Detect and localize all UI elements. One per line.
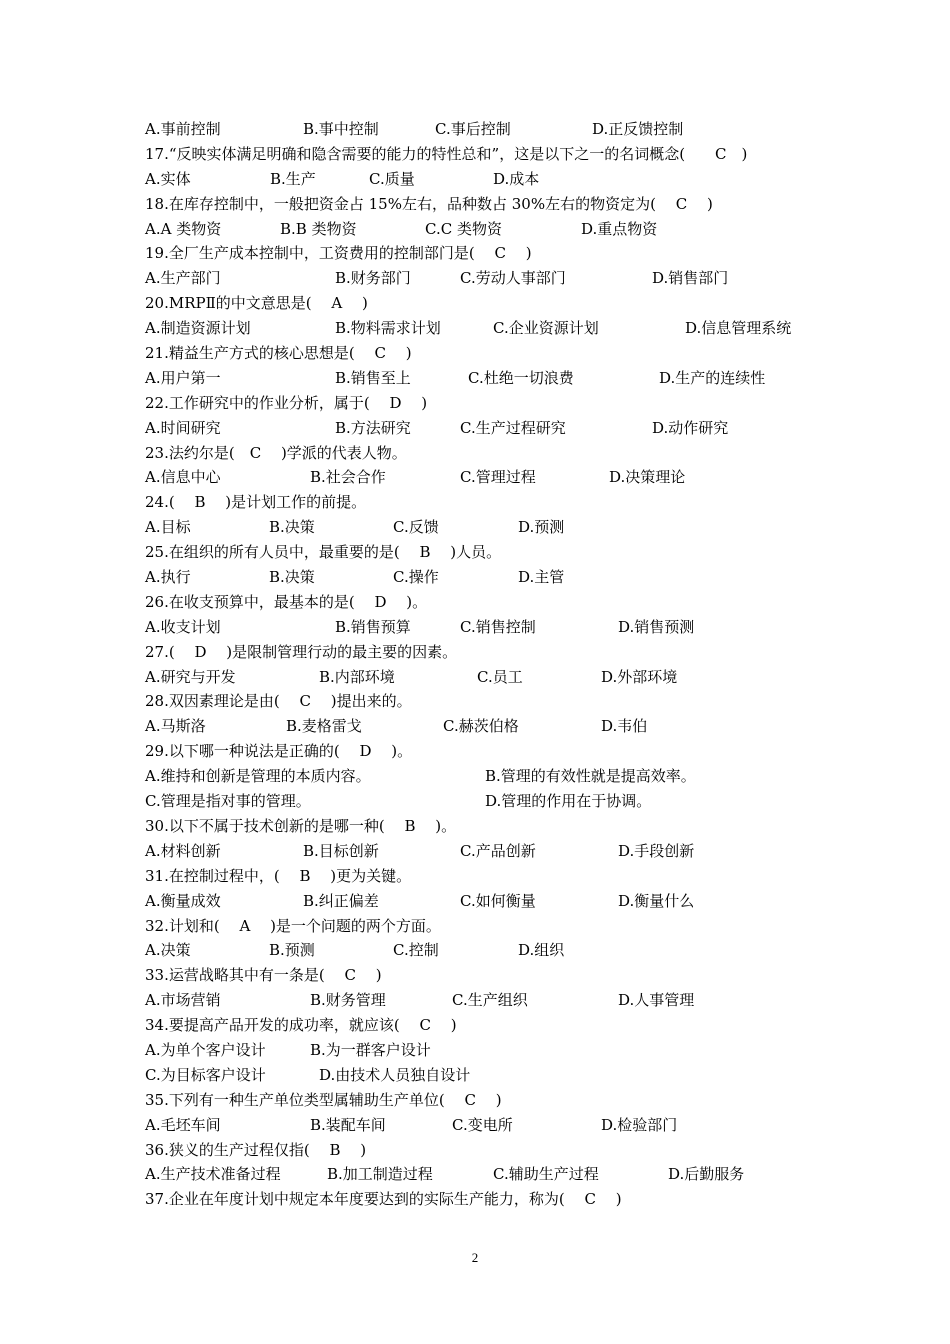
question-text: 19.全厂生产成本控制中，工资费用的控制部门是( C )	[145, 244, 532, 263]
question-text: 36.狭义的生产过程仅指( B )	[145, 1140, 367, 1159]
question-line	[145, 441, 825, 466]
options-line	[145, 565, 825, 590]
question-line	[145, 864, 825, 889]
answer-option: B.纠正偏差	[303, 891, 379, 910]
answer-option: A.为单个客户设计	[145, 1040, 266, 1059]
page-number: 2	[471, 1250, 479, 1265]
question-text: 33.运营战略其中有一条是( C )	[145, 966, 382, 985]
answer-option: A.A 类物资	[145, 219, 222, 238]
answer-option: C.辅助生产过程	[493, 1165, 599, 1184]
question-line	[145, 192, 825, 217]
options-line	[145, 938, 825, 963]
question-text: 23.法约尔是( C )学派的代表人物。	[145, 443, 407, 462]
question-text: 31.在控制过程中，( B )更为关键。	[145, 866, 412, 885]
answer-option: B.加工制造过程	[327, 1165, 433, 1184]
answer-option: C.质量	[369, 169, 415, 188]
options-line	[145, 1038, 825, 1063]
question-line	[145, 914, 825, 939]
question-line	[145, 590, 825, 615]
answer-option: D.管理的作用在于协调。	[485, 792, 652, 811]
question-text: 27.( D )是限制管理行动的最主要的因素。	[145, 642, 458, 661]
answer-option: C.生产组织	[452, 991, 528, 1010]
answer-option: A.生产技术准备过程	[145, 1165, 281, 1184]
answer-option: C.为目标客户设计	[145, 1065, 266, 1084]
answer-option: A.市场营销	[145, 991, 221, 1010]
answer-option: C.劳动人事部门	[460, 269, 566, 288]
options-line	[145, 416, 825, 441]
question-text: 37.企业在年度计划中规定本年度要达到的实际生产能力，称为( C )	[145, 1190, 622, 1209]
question-line	[145, 1187, 825, 1212]
question-line	[145, 1013, 825, 1038]
options-line	[145, 839, 825, 864]
answer-option: A.衡量成效	[145, 891, 221, 910]
question-text: 18.在库存控制中，一般把资金占 15%左右，品种数占 30%左右的物资定为( C )	[145, 194, 713, 213]
answer-option: A.收支计划	[145, 617, 221, 636]
question-line	[145, 490, 825, 515]
question-line	[145, 391, 825, 416]
answer-option: D.销售部门	[652, 269, 729, 288]
question-text: 21.精益生产方式的核心思想是( C )	[145, 344, 412, 363]
question-text: 32.计划和( A )是一个问题的两个方面。	[145, 916, 441, 935]
answer-option: A.用户第一	[145, 368, 221, 387]
answer-option: C.如何衡量	[460, 891, 536, 910]
question-text: 17.“反映实体满足明确和隐含需要的能力的特性总和”，这是以下之一的名词概念( C )	[145, 144, 748, 163]
options-line	[145, 316, 825, 341]
answer-option: B.物料需求计划	[335, 319, 441, 338]
options-line	[145, 1113, 825, 1138]
options-line	[145, 217, 825, 242]
answer-option: A.时间研究	[145, 418, 221, 437]
question-line	[145, 1138, 825, 1163]
question-line	[145, 963, 825, 988]
question-line	[145, 341, 825, 366]
options-line	[145, 465, 825, 490]
answer-option: B.方法研究	[335, 418, 411, 437]
answer-option: A.材料创新	[145, 841, 221, 860]
options-line	[145, 167, 825, 192]
answer-option: B.财务部门	[335, 269, 411, 288]
question-list	[145, 117, 825, 1212]
options-line	[145, 789, 825, 814]
answer-option: D.重点物资	[581, 219, 658, 238]
options-line	[145, 714, 825, 739]
question-text: 28.双因素理论是由( C )提出来的。	[145, 692, 412, 711]
answer-option: A.目标	[145, 518, 191, 537]
answer-option: C.事后控制	[435, 120, 511, 138]
answer-option: D.人事管理	[618, 991, 695, 1010]
answer-option: C.管理是指对事的管理。	[145, 792, 311, 811]
answer-option: A.生产部门	[145, 269, 221, 288]
answer-option: D.由技术人员独自设计	[319, 1065, 471, 1084]
answer-option: C.控制	[393, 941, 439, 960]
answer-option: B.社会合作	[310, 468, 386, 487]
options-line	[145, 889, 825, 914]
answer-option: A.维持和创新是管理的本质内容。	[145, 767, 371, 786]
answer-option: C.销售控制	[460, 617, 536, 636]
question-line	[145, 739, 825, 764]
answer-option: C.产品创新	[460, 841, 536, 860]
answer-option: D.决策理论	[609, 468, 686, 487]
answer-option: C.反馈	[393, 518, 439, 537]
answer-option: D.正反馈控制	[592, 120, 684, 138]
answer-option: D.后勤服务	[668, 1165, 745, 1184]
question-line	[145, 241, 825, 266]
question-text: 20.MRPⅡ的中文意思是( A )	[145, 294, 368, 313]
answer-option: D.韦伯	[601, 717, 648, 736]
answer-option: C.生产过程研究	[460, 418, 566, 437]
answer-option: D.成本	[493, 169, 540, 188]
answer-option: B.销售预算	[335, 617, 411, 636]
answer-option: C.C 类物资	[425, 219, 502, 238]
question-text: 34.要提高产品开发的成功率，就应该( C )	[145, 1016, 457, 1035]
options-line	[145, 1063, 825, 1088]
answer-option: A.执行	[145, 568, 191, 587]
answer-option: A.毛坯车间	[145, 1115, 221, 1134]
question-text: 22.工作研究中的作业分析，属于( D )	[145, 393, 428, 412]
answer-option: D.手段创新	[618, 841, 695, 860]
answer-option: C.赫茨伯格	[443, 717, 519, 736]
answer-option: A.事前控制	[145, 120, 221, 138]
question-text: 26.在收支预算中，最基本的是( D )。	[145, 592, 428, 611]
options-line	[145, 117, 825, 142]
answer-option: B.决策	[269, 568, 315, 587]
answer-option: D.预测	[518, 518, 565, 537]
options-line	[145, 366, 825, 391]
answer-option: B.为一群客户设计	[310, 1040, 431, 1059]
options-line	[145, 988, 825, 1013]
answer-option: A.实体	[145, 169, 191, 188]
answer-option: C.企业资源计划	[493, 319, 599, 338]
answer-option: B.麦格雷戈	[286, 717, 362, 736]
options-line	[145, 1162, 825, 1187]
answer-option: D.动作研究	[652, 418, 729, 437]
answer-option: B.内部环境	[319, 667, 395, 686]
question-line	[145, 689, 825, 714]
answer-option: A.信息中心	[145, 468, 221, 487]
answer-option: D.外部环境	[601, 667, 678, 686]
question-text: 35.下列有一种生产单位类型属辅助生产单位( C )	[145, 1090, 502, 1109]
question-text: 30.以下不属于技术创新的是哪一种( B )。	[145, 816, 457, 835]
answer-option: B.决策	[269, 518, 315, 537]
question-line	[145, 142, 825, 167]
answer-option: B.生产	[270, 169, 316, 188]
answer-option: A.研究与开发	[145, 667, 236, 686]
options-line	[145, 266, 825, 291]
answer-option: B.事中控制	[303, 120, 379, 138]
answer-option: A.决策	[145, 941, 191, 960]
question-line	[145, 540, 825, 565]
answer-option: C.杜绝一切浪费	[468, 368, 574, 387]
answer-option: B.管理的有效性就是提高效率。	[485, 767, 696, 786]
answer-option: D.衡量什么	[618, 891, 695, 910]
answer-option: C.管理过程	[460, 468, 536, 487]
options-line	[145, 615, 825, 640]
answer-option: D.检验部门	[601, 1115, 678, 1134]
question-line	[145, 1088, 825, 1113]
options-line	[145, 764, 825, 789]
answer-option: D.信息管理系统	[685, 319, 792, 338]
question-text: 24.( B )是计划工作的前提。	[145, 493, 367, 512]
question-line	[145, 814, 825, 839]
answer-option: D.主管	[518, 568, 565, 587]
answer-option: B.销售至上	[335, 368, 411, 387]
options-line	[145, 515, 825, 540]
answer-option: B.装配车间	[310, 1115, 386, 1134]
answer-option: C.变电所	[452, 1115, 513, 1134]
answer-option: A.马斯洛	[145, 717, 206, 736]
answer-option: C.操作	[393, 568, 439, 587]
question-text: 29.以下哪一种说法是正确的( D )。	[145, 742, 413, 761]
answer-option: B.目标创新	[303, 841, 379, 860]
answer-option: B.财务管理	[310, 991, 386, 1010]
answer-option: D.组织	[518, 941, 565, 960]
question-text: 25.在组织的所有人员中，最重要的是( B )人员。	[145, 543, 502, 562]
answer-option: D.销售预测	[618, 617, 695, 636]
answer-option: C.员工	[477, 667, 523, 686]
question-line	[145, 640, 825, 665]
answer-option: D.生产的连续性	[659, 368, 766, 387]
options-line	[145, 665, 825, 690]
answer-option: B.预测	[269, 941, 315, 960]
answer-option: A.制造资源计划	[145, 319, 251, 338]
answer-option: B.B 类物资	[280, 219, 357, 238]
question-line	[145, 291, 825, 316]
